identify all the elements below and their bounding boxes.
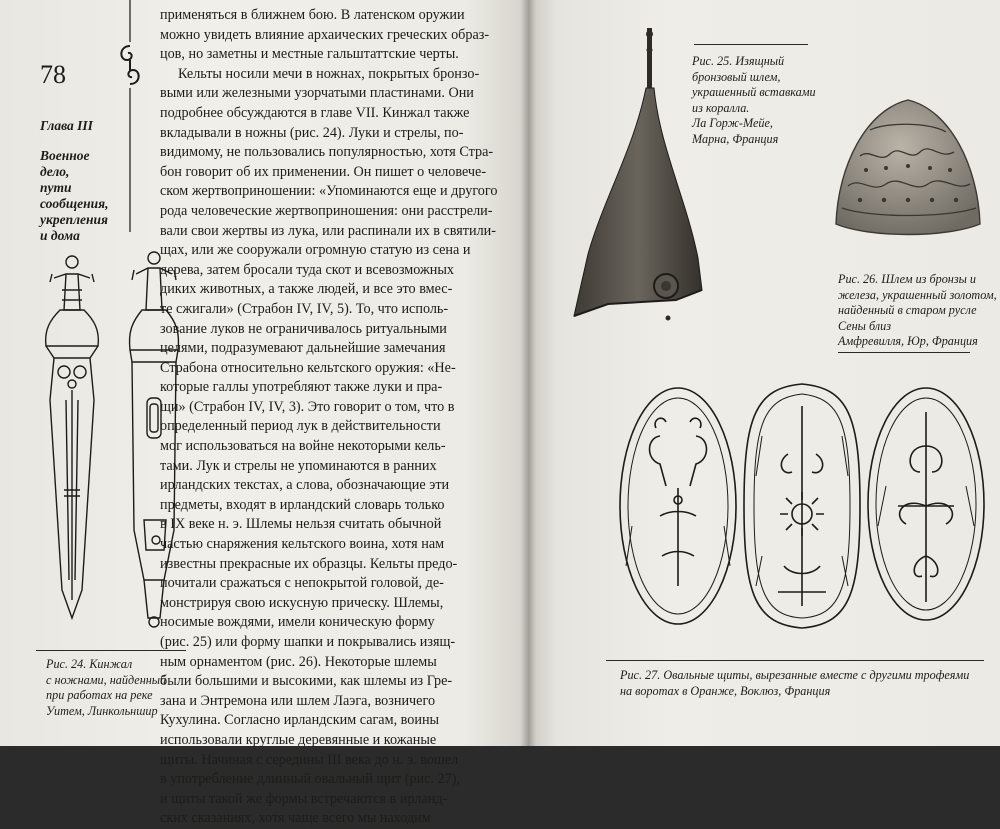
caption-line: украшенный вставками [692, 85, 816, 99]
chapter-title-line: Военное [40, 148, 90, 163]
text-line: рода человеческие жертвоприношения: они расстрели- [160, 202, 493, 219]
text-line: щах, или же сооружали огромную статую из сена и [160, 242, 471, 259]
text-line: ным орнаментом (рис. 26). Некоторые шлемы [160, 653, 437, 670]
figure-27-caption [620, 668, 969, 699]
chapter-title-line: сообщения, [40, 196, 109, 211]
text-line: целями, подразумевают дальнейшие замечания [160, 340, 446, 357]
text-line: и щиты такой же формы встречаются в ирланд- [160, 790, 448, 807]
chapter-title-line: дело, [40, 164, 70, 179]
text-line: щиты. Начиная с середины III века до н. э. вошел [160, 751, 459, 768]
text-line: тами. Лук и стрелы не упоминаются в ранних [160, 457, 437, 474]
text-line: (рис. 25) или форму шапки и покрывались изящ- [160, 634, 456, 650]
chapter-title-line: и дома [40, 228, 80, 243]
text-line: цов, но заметны и местные гальштаттские черты. [160, 46, 459, 63]
text-line: Кельты носили мечи в ножнах, покрытых бронзо- [178, 65, 480, 82]
text-line: подробнее обсуждаются в главе VII. Кинжал также [160, 104, 470, 121]
caption-line: Рис. 27. Овальные щиты, вырезанные вместе с другими трофеями [620, 668, 970, 682]
text-line: бон говорит об их применении. Он пишет о человече- [160, 163, 487, 180]
figure-26-caption [838, 272, 997, 350]
dagger-illustration [36, 250, 186, 634]
caption-line: Сены близ [838, 318, 891, 333]
text-line: в IX веке н. э. Шлемы нельзя считать обычной [160, 516, 442, 533]
caption-line: Амфревилля, Юр, Франция [838, 334, 978, 348]
right-page [528, 0, 1000, 746]
text-line: дерева, затем бросали туда скот и всевозможных [160, 261, 454, 278]
chapter-title-line: укрепления [40, 212, 108, 227]
text-line: щи» (Страбон IV, IV, 3). Это говорит о том, что в [160, 398, 455, 415]
text-line: монстрируя свою искусную прическу. Шлемы, [160, 594, 444, 611]
chapter-heading [40, 118, 130, 244]
page-number: 78 [40, 60, 66, 89]
chapter-title-line: пути [40, 180, 72, 195]
text-line: зана и Энтремона или шлем Лаэга, возничего [160, 692, 436, 709]
caption-line: бронзовый шлем, [692, 69, 781, 84]
caption-rule [838, 352, 970, 353]
oval-shields-illustration [616, 376, 988, 646]
text-line: которые галлы употребляют также луки и пра- [160, 379, 443, 396]
caption-line: Рис. 24. Кинжал [46, 657, 133, 671]
caption-line: Ла Горж-Мейе, [692, 116, 773, 130]
text-line: те сжигали» (Страбон IV, IV, 5). То, что исполь- [160, 300, 449, 317]
book-gutter [520, 0, 536, 746]
caption-line: на воротах в Оранже, Воклюз, Франция [620, 683, 831, 698]
text-line: Кухулина. Согласно ирландским сагам, воины [160, 712, 440, 729]
text-line: вали свои жертвы из лука, или распинали их в святили- [160, 222, 496, 239]
text-line: почитали сражаться с непокрытой головой, де- [160, 575, 444, 592]
conical-helmet-illustration [568, 28, 708, 322]
caption-line: Уитем, Линкольншир [46, 703, 158, 718]
text-line: видимому, не пользовались популярностью, хотя Стра- [160, 144, 494, 161]
chapter-label: Глава III [40, 118, 93, 133]
cap-helmet-illustration [830, 96, 986, 242]
text-line: можно увидеть влияние архаических греческих образ- [160, 26, 490, 43]
text-line: применяться в ближнем бою. В латенском оружии [160, 7, 465, 23]
text-line: известны прекрасные их образцы. Кельты предо- [160, 555, 458, 572]
text-line: выми или железными узорчатыми пластинами. Они [160, 85, 474, 102]
text-line: были большими и высокими, как шлемы из Гре- [160, 673, 453, 690]
caption-rule [694, 44, 808, 45]
caption-line: Марна, Франция [692, 131, 779, 146]
text-line: носимые вождями, имели коническую форму [160, 614, 435, 631]
caption-rule [606, 660, 984, 661]
caption-line: железа, украшенный золотом, [838, 287, 997, 302]
text-line: частью снаряжения кельтского воина, хотя нам [160, 536, 445, 553]
text-line: ских сказаниях, хотя чаще всего мы находим [160, 810, 431, 827]
text-line: определенный период лук в действительности [160, 418, 441, 435]
text-line: ирландских текстах, а слова, обозначающие эти [160, 477, 450, 494]
caption-line: при работах на реке [46, 688, 153, 702]
caption-line: из коралла. [692, 100, 750, 115]
text-line: диких животных, а также людей, и все это вмес- [160, 281, 453, 298]
caption-line: Рис. 25. Изящный [692, 54, 785, 68]
text-line: в употребление длинный овальный щит (рис. 27), [160, 771, 460, 788]
body-text [160, 6, 512, 829]
caption-line: найденный в старом русле [838, 303, 977, 317]
text-line: мог использоваться на войне некоторыми кель- [160, 438, 446, 455]
figure-24-caption [46, 657, 166, 719]
text-line: предметы, входят в ирландский словарь только [160, 496, 445, 513]
caption-rule [36, 650, 186, 651]
caption-line: с ножнами, найденный [46, 672, 167, 687]
figure-25-caption [692, 54, 816, 147]
caption-line: Рис. 26. Шлем из бронзы и [838, 272, 976, 286]
text-line: вкладывали в ножны (рис. 24). Луки и стрелы, по- [160, 124, 464, 141]
text-line: ском жертвоприношении: «Упоминаются еще и другого [160, 183, 498, 200]
text-line: Страбона относительно кельтского оружия: «Не- [160, 359, 456, 376]
text-line: зование луков не ограничивалось ритуальными [160, 320, 447, 337]
text-line: использовали круглые деревянные и кожаные [160, 731, 437, 748]
